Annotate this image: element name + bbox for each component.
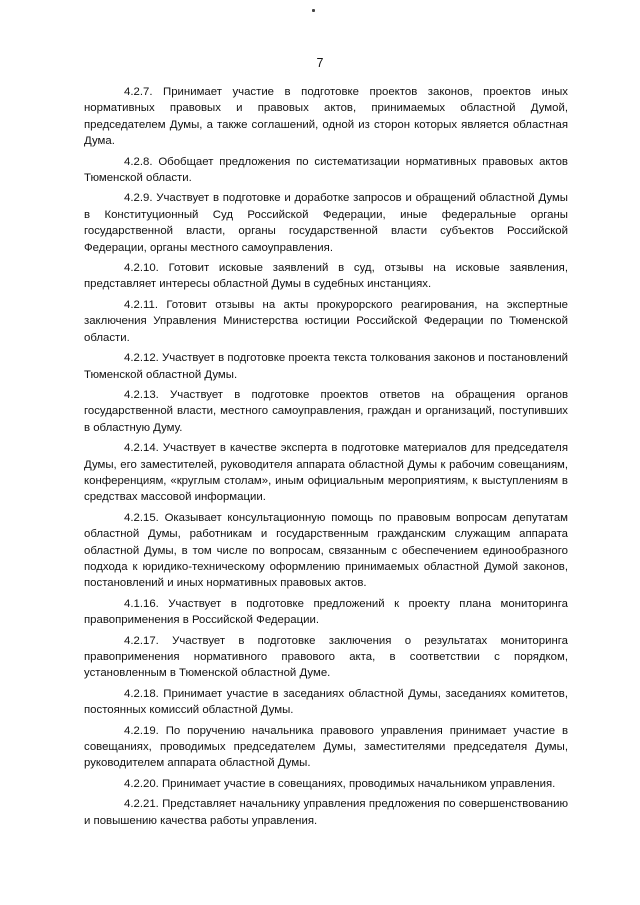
paragraph-4-2-7: 4.2.7. Принимает участие в подготовке проектов законов, проектов иных нормативных правовых и правовых актов, принимаемых областной Думой, председателем Думы, а также соглашений, одной из сторон которых является областная Дума. <box>84 86 568 148</box>
paragraph-4-2-17: 4.2.17. Участвует в подготовке заключения о результатах мониторинга правоприменения нормативного правового акта, в соответствии с порядком, установленным в Тюменской областной Думе. <box>84 634 568 680</box>
paragraph-4-2-19: 4.2.19. По поручению начальника правового управления принимает участие в совещаниях, проводимых председателем Думы, заместителями председателя Думы, руководителем аппарата областной Думы. <box>84 724 568 770</box>
paragraph-4-2-11: 4.2.11. Готовит отзывы на акты прокурорского реагирования, на экспертные заключения Управления Министерства юстиции Российской Федерации по Тюменской области. <box>84 298 568 344</box>
paragraph-4-2-14: 4.2.14. Участвует в качестве эксперта в подготовке материалов для председателя Думы, его заместителей, руководителя аппарата областной Думы к рабочим совещаниям, конференциям, «круглым столам», иным официальным мероприятиям, к выступлениям в средствах массовой информации. <box>84 442 568 504</box>
document-body <box>84 84 568 833</box>
paragraph-4-2-9: 4.2.9. Участвует в подготовке и доработке запросов и обращений областной Думы в Конституционный Суд Российской Федерации, иные федеральные органы государственной власти, органы государственной власти субъектов Российской Федерации, органы местного самоуправления. <box>84 192 568 254</box>
paragraph-4-2-18: 4.2.18. Принимает участие в заседаниях областной Думы, заседаниях комитетов, постоянных комиссий областной Думы. <box>84 687 568 717</box>
paragraph-4-2-20: 4.2.20. Принимает участие в совещаниях, проводимых начальником управления. <box>124 777 556 790</box>
paragraph-4-2-12: 4.2.12. Участвует в подготовке проекта текста толкования законов и постановлений Тюменской областной Думы. <box>84 352 568 381</box>
paragraph-4-2-10: 4.2.10. Готовит исковые заявлений в суд, отзывы на исковые заявления, представляет интересы областной Думы в судебных инстанциях. <box>84 262 568 291</box>
paragraph-4-2-15: 4.2.15. Оказывает консультационную помощь по правовым вопросам депутатам областной Думы, работникам и государственным гражданским служащим аппарата областной Думы, в том числе по вопросам, связанным с обеспечением единообразного подхода к юридико-техническому оформлению принимаемых областной Думой законов, постановлений и иных нормативных правовых актов. <box>84 511 568 590</box>
paragraph-4-2-13: 4.2.13. Участвует в подготовке проектов ответов на обращения органов государственной власти, местного самоуправления, граждан и организаций, поступивших в областную Думу. <box>84 388 568 434</box>
paragraph-4-2-8: 4.2.8. Обобщает предложения по систематизации нормативных правовых актов Тюменской области. <box>84 155 568 185</box>
paragraph-4-1-16: 4.1.16. Участвует в подготовке предложений к проекту плана мониторинга правоприменения в Российской Федерации. <box>84 597 568 627</box>
page-number: 7 <box>316 56 324 70</box>
scan-artifact-dot <box>312 9 315 12</box>
paragraph-4-2-21: 4.2.21. Представляет начальнику управления предложения по совершенствованию и повышению качества работы управления. <box>84 798 568 827</box>
